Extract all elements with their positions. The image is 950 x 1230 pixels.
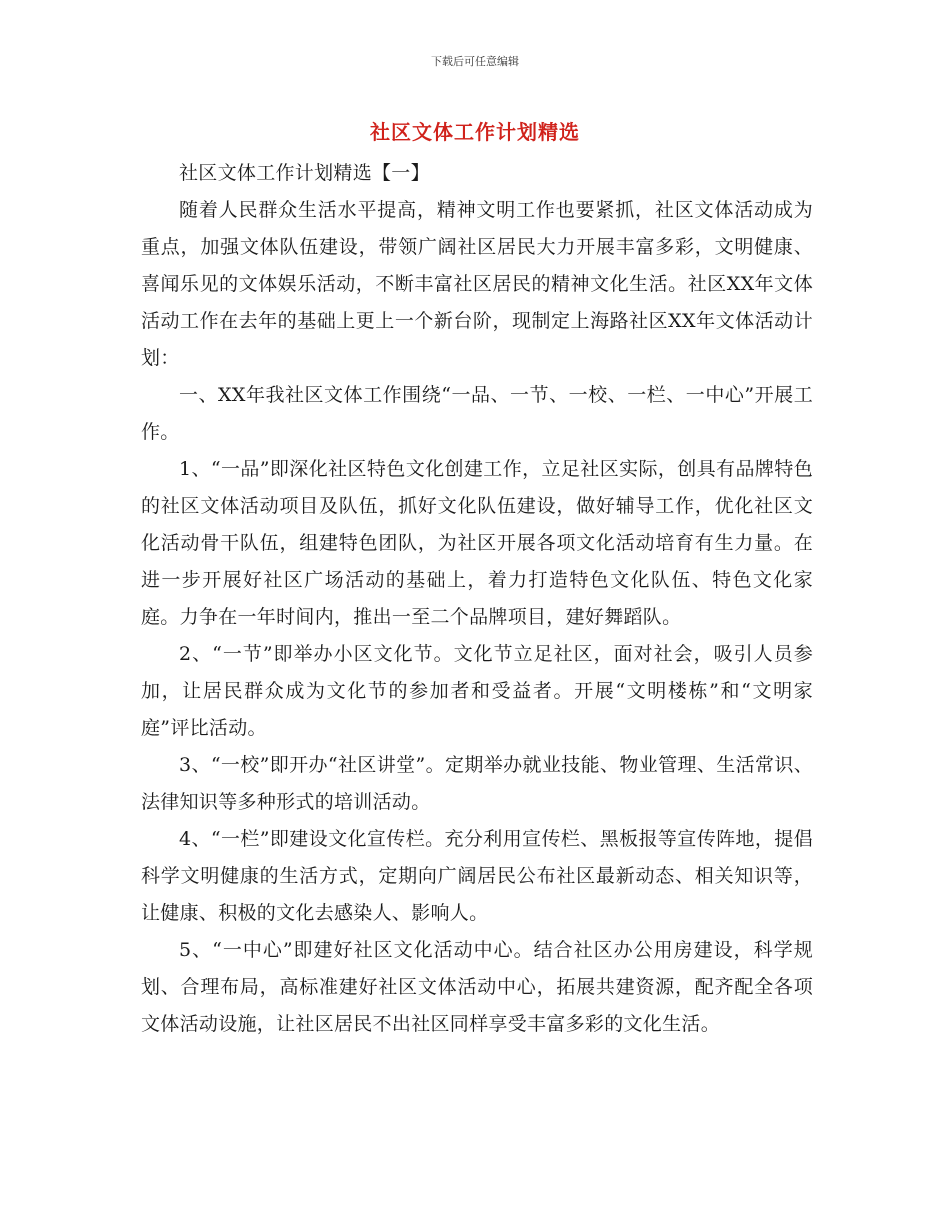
paragraph-item-4: 4、“一栏”即建设文化宣传栏。充分利用宣传栏、黑板报等宣传阵地，提倡科学文明健康的生活方式，定期向广阔居民公布社区最新动态、相关知识等，让健康、积极的文化去感染人、影响人。 bbox=[141, 828, 813, 924]
document-body bbox=[141, 155, 813, 1043]
document-title: 社区文体工作计划精选 bbox=[370, 120, 580, 144]
section-subtitle: 社区文体工作计划精选【一】 bbox=[179, 162, 430, 184]
paragraph-item-2: 2、“一节”即举办小区文化节。文化节立足社区，面对社会，吸引人员参加，让居民群众成为文化节的参加者和受益者。开展“文明楼栋”和“文明家庭”评比活动。 bbox=[141, 643, 813, 739]
page-header: 下载后可任意编辑 bbox=[431, 55, 519, 68]
paragraph-section-one: 一、XX年我社区文体工作围绕“一品、一节、一校、一栏、一中心”开展工作。 bbox=[141, 384, 813, 443]
paragraph-item-3: 3、“一校”即开办“社区讲堂”。定期举办就业技能、物业管理、生活常识、法律知识等多种形式的培训活动。 bbox=[141, 754, 813, 813]
paragraph-item-5: 5、“一中心”即建好社区文化活动中心。结合社区办公用房建设，科学规划、合理布局，高标准建好社区文体活动中心，拓展共建资源，配齐配全各项文体活动设施，让社区居民不出社区同样享受丰富多彩的文化生活。 bbox=[141, 939, 813, 1035]
paragraph-item-1: 1、“一品”即深化社区特色文化创建工作，立足社区实际，创具有品牌特色的社区文体活动项目及队伍，抓好文化队伍建设，做好辅导工作，优化社区文化活动骨干队伍，组建特色团队，为社区开展各项文化活动培育有生力量。在进一步开展好社区广场活动的基础上，着力打造特色文化队伍、特色文化家庭。力争在一年时间内，推出一至二个品牌项目，建好舞蹈队。 bbox=[141, 458, 813, 628]
paragraph-intro: 随着人民群众生活水平提高，精神文明工作也要紧抓，社区文体活动成为重点，加强文体队伍建设，带领广阔社区居民大力开展丰富多彩，文明健康、喜闻乐见的文体娱乐活动，不断丰富社区居民的精神文化生活。社区XX年文体活动工作在去年的基础上更上一个新台阶，现制定上海路社区XX年文体活动计划： bbox=[141, 199, 813, 369]
